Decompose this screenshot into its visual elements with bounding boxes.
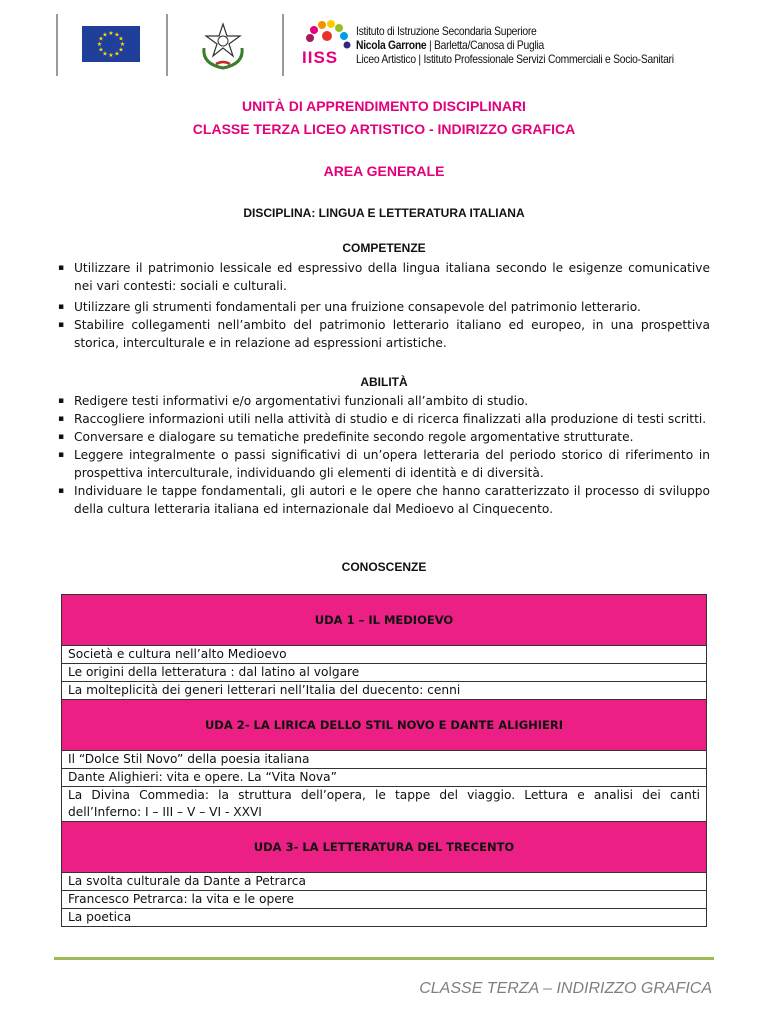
svg-text:★: ★ <box>114 50 120 58</box>
svg-text:★: ★ <box>118 35 124 43</box>
school-line-2 <box>356 38 674 52</box>
list-item: ▪ Utilizzare gli strumenti fondamentali per una fruizione consapevole del patrimonio letterario. <box>58 300 641 314</box>
uda-header-row <box>62 595 707 646</box>
competenze-heading: COMPETENZE <box>342 241 426 255</box>
table-row: La svolta culturale da Dante a Petrarca <box>62 873 707 891</box>
document-title: UNITÀ DI APPRENDIMENTO DISCIPLINARI <box>242 98 526 114</box>
footer-text: CLASSE TERZA – INDIRIZZO GRAFICA <box>419 980 712 997</box>
header-divider <box>166 14 168 76</box>
conoscenze-heading: CONOSCENZE <box>341 560 427 574</box>
list-item: ▪ Leggere integralmente o passi significativi di un’opera letteraria del periodo storico di riferimento in prospettiva interculturale, individuando gli elementi di identità e di diversità. <box>58 448 710 480</box>
iiss-logo-text: IISS <box>302 48 339 67</box>
uda-2-title: UDA 2- LA LIRICA DELLO STIL NOVO E DANTE ALIGHIERI <box>62 700 707 751</box>
abilita-heading: ABILITÀ <box>360 375 408 389</box>
school-name: Nicola Garrone <box>356 38 427 52</box>
table-row: La poetica <box>62 909 707 927</box>
conoscenze-table <box>61 594 707 927</box>
document-header <box>0 0 768 95</box>
svg-text:★: ★ <box>114 31 120 39</box>
uda-header-row <box>62 822 707 873</box>
list-item: ▪ Individuare le tappe fondamentali, gli autori e le opere che hanno caratterizzato il processo di sviluppo della cultura letteraria italiana ed internazionale dal Medioevo al Cinquecento. <box>58 484 710 516</box>
table-row: Dante Alighieri: vita e opere. La “Vita Nova” <box>62 769 707 787</box>
competenze-list <box>58 259 710 352</box>
svg-text:★: ★ <box>108 30 114 37</box>
school-place: | Barletta/Canosa di Puglia <box>426 38 545 52</box>
list-item: ▪ Redigere testi informativi e/o argomentativi funzionali all’ambito di studio. <box>58 394 529 408</box>
italian-republic-emblem-icon <box>198 18 248 70</box>
header-divider <box>282 14 284 76</box>
disciplina-title: DISCIPLINA: LINGUA E LETTERATURA ITALIANA <box>243 206 525 220</box>
svg-text:★: ★ <box>96 41 103 48</box>
list-item: ▪ Stabilire collegamenti nell’ambito del patrimonio letterario italiano ed europeo, in una prospettiva storica, interculturale e in relazione ad espressioni artistiche. <box>58 318 710 350</box>
list-item: ▪ Conversare e dialogare su tematiche predefinite secondo regole argomentative strutturate. <box>58 430 634 444</box>
svg-text:★: ★ <box>119 41 126 48</box>
table-row: La Divina Commedia: la struttura dell’opera, le tappe del viaggio. Lettura e analisi dei canti dell’Inferno: I – III – V – VI - XXVI <box>62 787 707 822</box>
list-item: ▪ Utilizzare il patrimonio lessicale ed espressivo della lingua italiana secondo le esigenze comunicative nei vari contesti: sociali e culturali. <box>58 261 710 293</box>
footer-divider <box>54 957 714 960</box>
document-class-title: CLASSE TERZA LICEO ARTISTICO - INDIRIZZO GRAFICA <box>192 121 576 137</box>
list-item: ▪ Raccogliere informazioni utili nella attività di studio e di ricerca finalizzati alla produzione di testi scritti. <box>58 412 707 426</box>
table-row: Francesco Petrarca: la vita e le opere <box>62 891 707 909</box>
svg-text:★: ★ <box>98 46 104 54</box>
svg-text:★: ★ <box>102 31 108 39</box>
table-row: Il “Dolce Stil Novo” della poesia italiana <box>62 751 707 769</box>
table-row: La molteplicità dei generi letterari nell’Italia del duecento: cenni <box>62 682 707 700</box>
area-title: AREA GENERALE <box>323 163 445 179</box>
eu-flag-icon <box>82 26 140 62</box>
uda-1-title: UDA 1 – IL MEDIOEVO <box>62 595 707 646</box>
uda-3-title: UDA 3- LA LETTERATURA DEL TRECENTO <box>62 822 707 873</box>
svg-text:★: ★ <box>98 35 104 43</box>
school-line-3: Liceo Artistico | Istituto Professionale Servizi Commerciali e Socio-Sanitari <box>356 52 674 66</box>
header-divider <box>56 14 58 76</box>
table-row: Le origini della letteratura : dal latino al volgare <box>62 664 707 682</box>
svg-text:★: ★ <box>118 46 124 54</box>
abilita-list <box>58 392 710 518</box>
svg-text:★: ★ <box>108 52 114 59</box>
table-row: Società e cultura nell’alto Medioevo <box>62 646 707 664</box>
school-info <box>356 24 726 66</box>
uda-header-row <box>62 700 707 751</box>
svg-text:★: ★ <box>102 50 108 58</box>
school-line-1: Istituto di Istruzione Secondaria Superiore <box>356 24 537 38</box>
